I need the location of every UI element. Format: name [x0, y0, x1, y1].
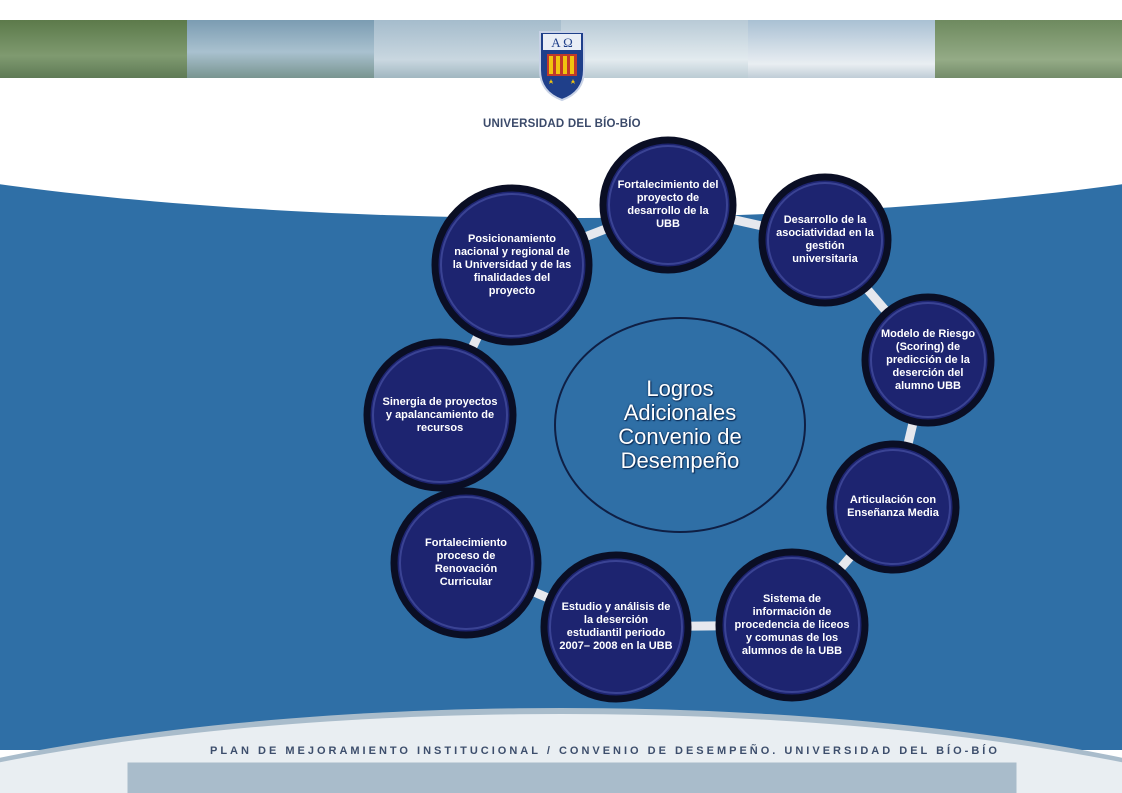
node-label: Fortalecimiento proceso de Renovación Curricular [425, 537, 507, 588]
crest-symbols: A Ω [551, 35, 573, 50]
center-label: Logros Adicionales Convenio de Desempeño [618, 376, 742, 473]
page-title: LOGROS ADICIONALES OBTENIDOS [42, 160, 379, 181]
node-label: Sistema de información de procedencia de liceos y comunas de los alumnos de la UBB [734, 592, 850, 657]
node-label: Modelo de Riesgo (Scoring) de predicción de la deserción del alumno UBB [880, 327, 976, 392]
university-crest-icon [537, 30, 587, 102]
node-label: Desarrollo de la asociatividad en la gestión universitaria [776, 214, 874, 265]
footer-text: PLAN DE MEJORAMIENTO INSTITUCIONAL / CONVENIO DE DESEMPEÑO. UNIVERSIDAD DEL BÍO-BÍO [210, 745, 1000, 757]
node-label: Estudio y análisis de la deserción estudiantil periodo 2007– 2008 en la UBB [559, 601, 673, 652]
node-label: Articulación con Enseñanza Media [847, 494, 939, 519]
university-name: UNIVERSIDAD DEL BÍO-BÍO [483, 118, 641, 130]
node-label: Sinergia de proyectos y apalancamiento de recursos [382, 395, 498, 434]
node-label: Fortalecimiento del proyecto de desarrollo de la UBB [617, 179, 719, 230]
node-label: Posicionamiento nacional y regional de la Universidad y de las finalidades del proyecto [452, 232, 572, 297]
